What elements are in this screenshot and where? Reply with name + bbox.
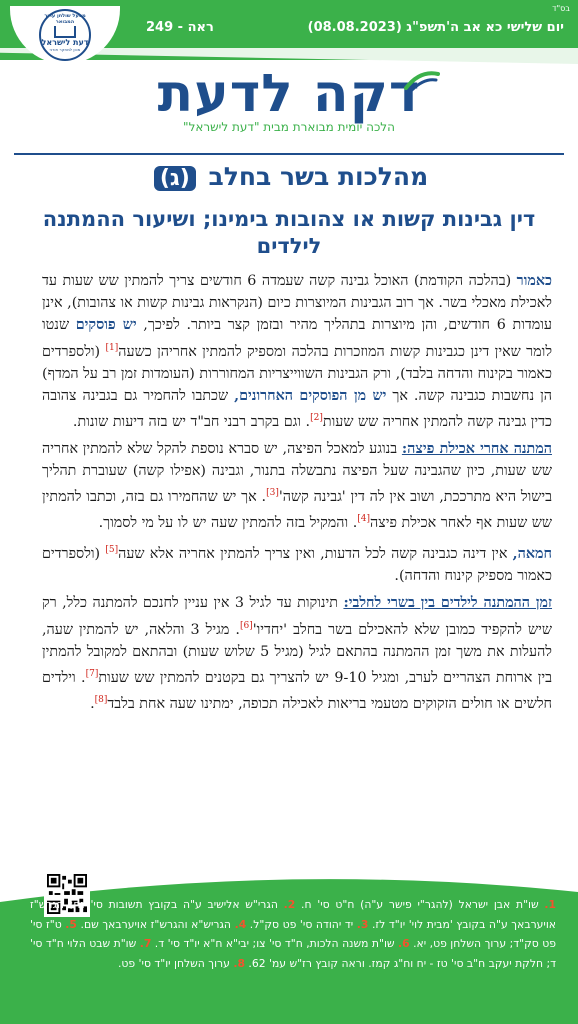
footnote-text: הגריש"א והגרש"ז אויערבאך שם.	[76, 917, 235, 931]
footnote-text: שו"ת משנה הלכות, ח"ד סי' צו; יבי"א ח"א יו"ד סי' ד.	[151, 937, 399, 950]
body-text	[42, 270, 552, 720]
footnote-ref[interactable]: [8]	[94, 694, 108, 705]
footnote-text: שו"ת שבט הלוי ח"ד סי' ד; חלקת יעקב ח"ב סי' טז - יח וח"ג קמז. וראה קובץ רז"ש עמ' 62.	[30, 937, 556, 970]
para-text: . מגיל 3 והלאה, יש להמתין שעה, להעלות את משך זמן ההמתנה בהתאם לגיל (מגיל 5 שלוש שעות) ובהתאם למקובל להמתין בין ארוחת הצהריים לערב, ומגיל 9-10 יש להצריך גם בקטנים להמתין שש שעות	[42, 621, 552, 686]
section-badge: (ג)	[154, 166, 196, 191]
footnote-ref[interactable]: [7]	[85, 668, 99, 679]
section-title	[0, 162, 578, 191]
brand-subtitle: הלכה יומית מבוארת מבית "דעת לישראל"	[183, 120, 395, 134]
footnote-number: 3.	[356, 917, 369, 931]
footnote-number: 5.	[65, 917, 77, 931]
issue-number: ראה - 249	[146, 20, 214, 35]
footnotes	[30, 895, 556, 973]
para-bold: יש מן הפוסקים האחרונים,	[234, 387, 387, 404]
para-text: (ולספרדים כאמור מספיק קינוח והדחה).	[42, 546, 552, 585]
para-text: תינוקות עד לגיל 3 אין עניין לחנכם להמתנה כלל, רק שיש להקפיד כמובן שלא להאכילם בשר בחלב 'יחדיו'	[42, 595, 553, 638]
para-lead: חמאה,	[512, 546, 552, 563]
para-lead: כאמור	[516, 273, 552, 289]
logo-ring-text: מפעל שולחן ערוך המבואר	[44, 13, 86, 25]
brand-swoosh-icon	[402, 68, 442, 96]
section-title-text: מהלכות בשר בחלב	[208, 162, 429, 191]
para-bold: יש פוסקים	[75, 317, 137, 334]
footnote-ref[interactable]: [3]	[266, 488, 279, 499]
paragraph-4	[42, 592, 552, 714]
brand-title-wrap	[158, 64, 421, 124]
footnote-ref[interactable]: [2]	[310, 412, 323, 423]
footnote-number: 8.	[233, 956, 245, 970]
footnote-number: 2.	[283, 898, 296, 911]
logo-ring	[39, 9, 91, 61]
brand-title: דקה לדעת	[157, 64, 421, 124]
footnote-number: 4.	[234, 917, 247, 931]
paragraph-1	[42, 270, 552, 433]
para-text: . והמקיל בזה להמתין שעה יש לו על מי לסמוך.	[98, 515, 358, 532]
footnote-number: 1.	[544, 898, 556, 911]
para-text: (בהלכה הקודמת) האוכל גבינה קשה שעמדה 6 חודשים צריך להמתין שש שעות עד לאכילת מאכלי בשר. אך רוב הגבינות המיוצרות כיום (הנקראות גבינות קשות או צהובות), אינן עומדות 6 חודשים, והן מיוצרות בתהליך מהיר ובזמן קצר ביותר. לפיכך,	[42, 273, 552, 334]
paragraph-2	[42, 438, 552, 534]
para-text: .	[90, 695, 95, 712]
footnote-ref[interactable]: [1]	[105, 342, 119, 353]
footnote-text: ט"ז סי' פט סק"ד; ערוך השלחן פט, יא.	[30, 917, 557, 950]
bsd-mark: בס"ד	[552, 4, 570, 13]
footnote-number: 7.	[139, 937, 152, 950]
para-lead: המתנה אחרי אכילת פיצה:	[401, 440, 552, 457]
date-line: יום שלישי כא אב ה'תשפ"ג (08.08.2023)	[307, 20, 564, 35]
para-text: שנטו לומר שאין דינן כגבינות קשות המוזכרות בהלכה ומספיק להמתין אחריהן כשעה	[42, 317, 553, 360]
footnote-ref[interactable]: [6]	[239, 620, 253, 631]
logo-word: דעת לישראל	[41, 38, 89, 47]
para-text: . אך יש שהחמירו גם בזה, וכתבו להמתין שש שעות אף לאחר אכילת פיצה	[42, 489, 552, 532]
paragraph-3	[42, 539, 552, 587]
para-text: (ולספרדים כאמור בקינוח והדחה בלבד), ורק הגבינות השווייצריות המחוררות (העומדות זמן רב על המדף) הן נחשבות כגבינה קשה. אך	[42, 343, 552, 404]
para-text: . וגם בקרב רבני חב"ד יש בזה דיעות שונות.	[72, 413, 311, 430]
footnote-text: ערוך השלחן יו"ד סי' פט.	[117, 956, 234, 970]
brand-block	[0, 64, 578, 134]
footnote-text: שו"ת אבן ישראל (להגר"י פישר ע"ה) ח"ט סי' ח.	[295, 898, 545, 911]
logo-sub: מכון למחקר תורני	[49, 47, 81, 52]
divider	[14, 153, 564, 155]
footnote-number: 6.	[398, 937, 410, 950]
para-lead: זמן ההמתנה לילדים בין בשרי לחלבי:	[343, 595, 553, 612]
footnote-text: הגרי"ש אלישיב ע"ה בקובץ תשובות סי' נח; הגרש"ז אויערבאך ע"ה בקובץ 'מבית לוי' יו"ד לז.	[30, 898, 556, 931]
footnote-ref[interactable]: [4]	[357, 514, 371, 525]
page-subtitle: דין גבינות קשות או צהובות בימינו; ושיעור ההמתנה לילדים	[42, 207, 536, 258]
footnote-ref[interactable]: [5]	[105, 545, 119, 556]
book-icon	[54, 26, 76, 38]
para-text: . וילדים חלשים או חולים הזקוקים מטעמי בריאות לאכילה תכופה, ימתינו שעה אחת בלבד	[42, 669, 552, 712]
para-text: אין דינה כגבינה קשה לכל הדעות, ואין צריך להמתין אחריה אלא שעה	[118, 546, 513, 563]
para-text: בנוגע למאכל הפיצה, יש סברא נוספת להקל שלא להמתין אחריה שש שעות, כיון שהגבינה שעל הפיצה נתבשלה בתנור, וגבינה (אפילו קשה) שעוברת תהליך בישול היא מתרככת, ושוב אין לה דין 'גבינה קשה'	[42, 440, 552, 506]
para-text: שכתבו להחמיר גם בגבינה צהובה כדין גבינה קשה להמתין אחריה שש שעות	[42, 387, 552, 430]
footnote-text: יד יהודה סי' פט סק"ל.	[246, 917, 357, 931]
